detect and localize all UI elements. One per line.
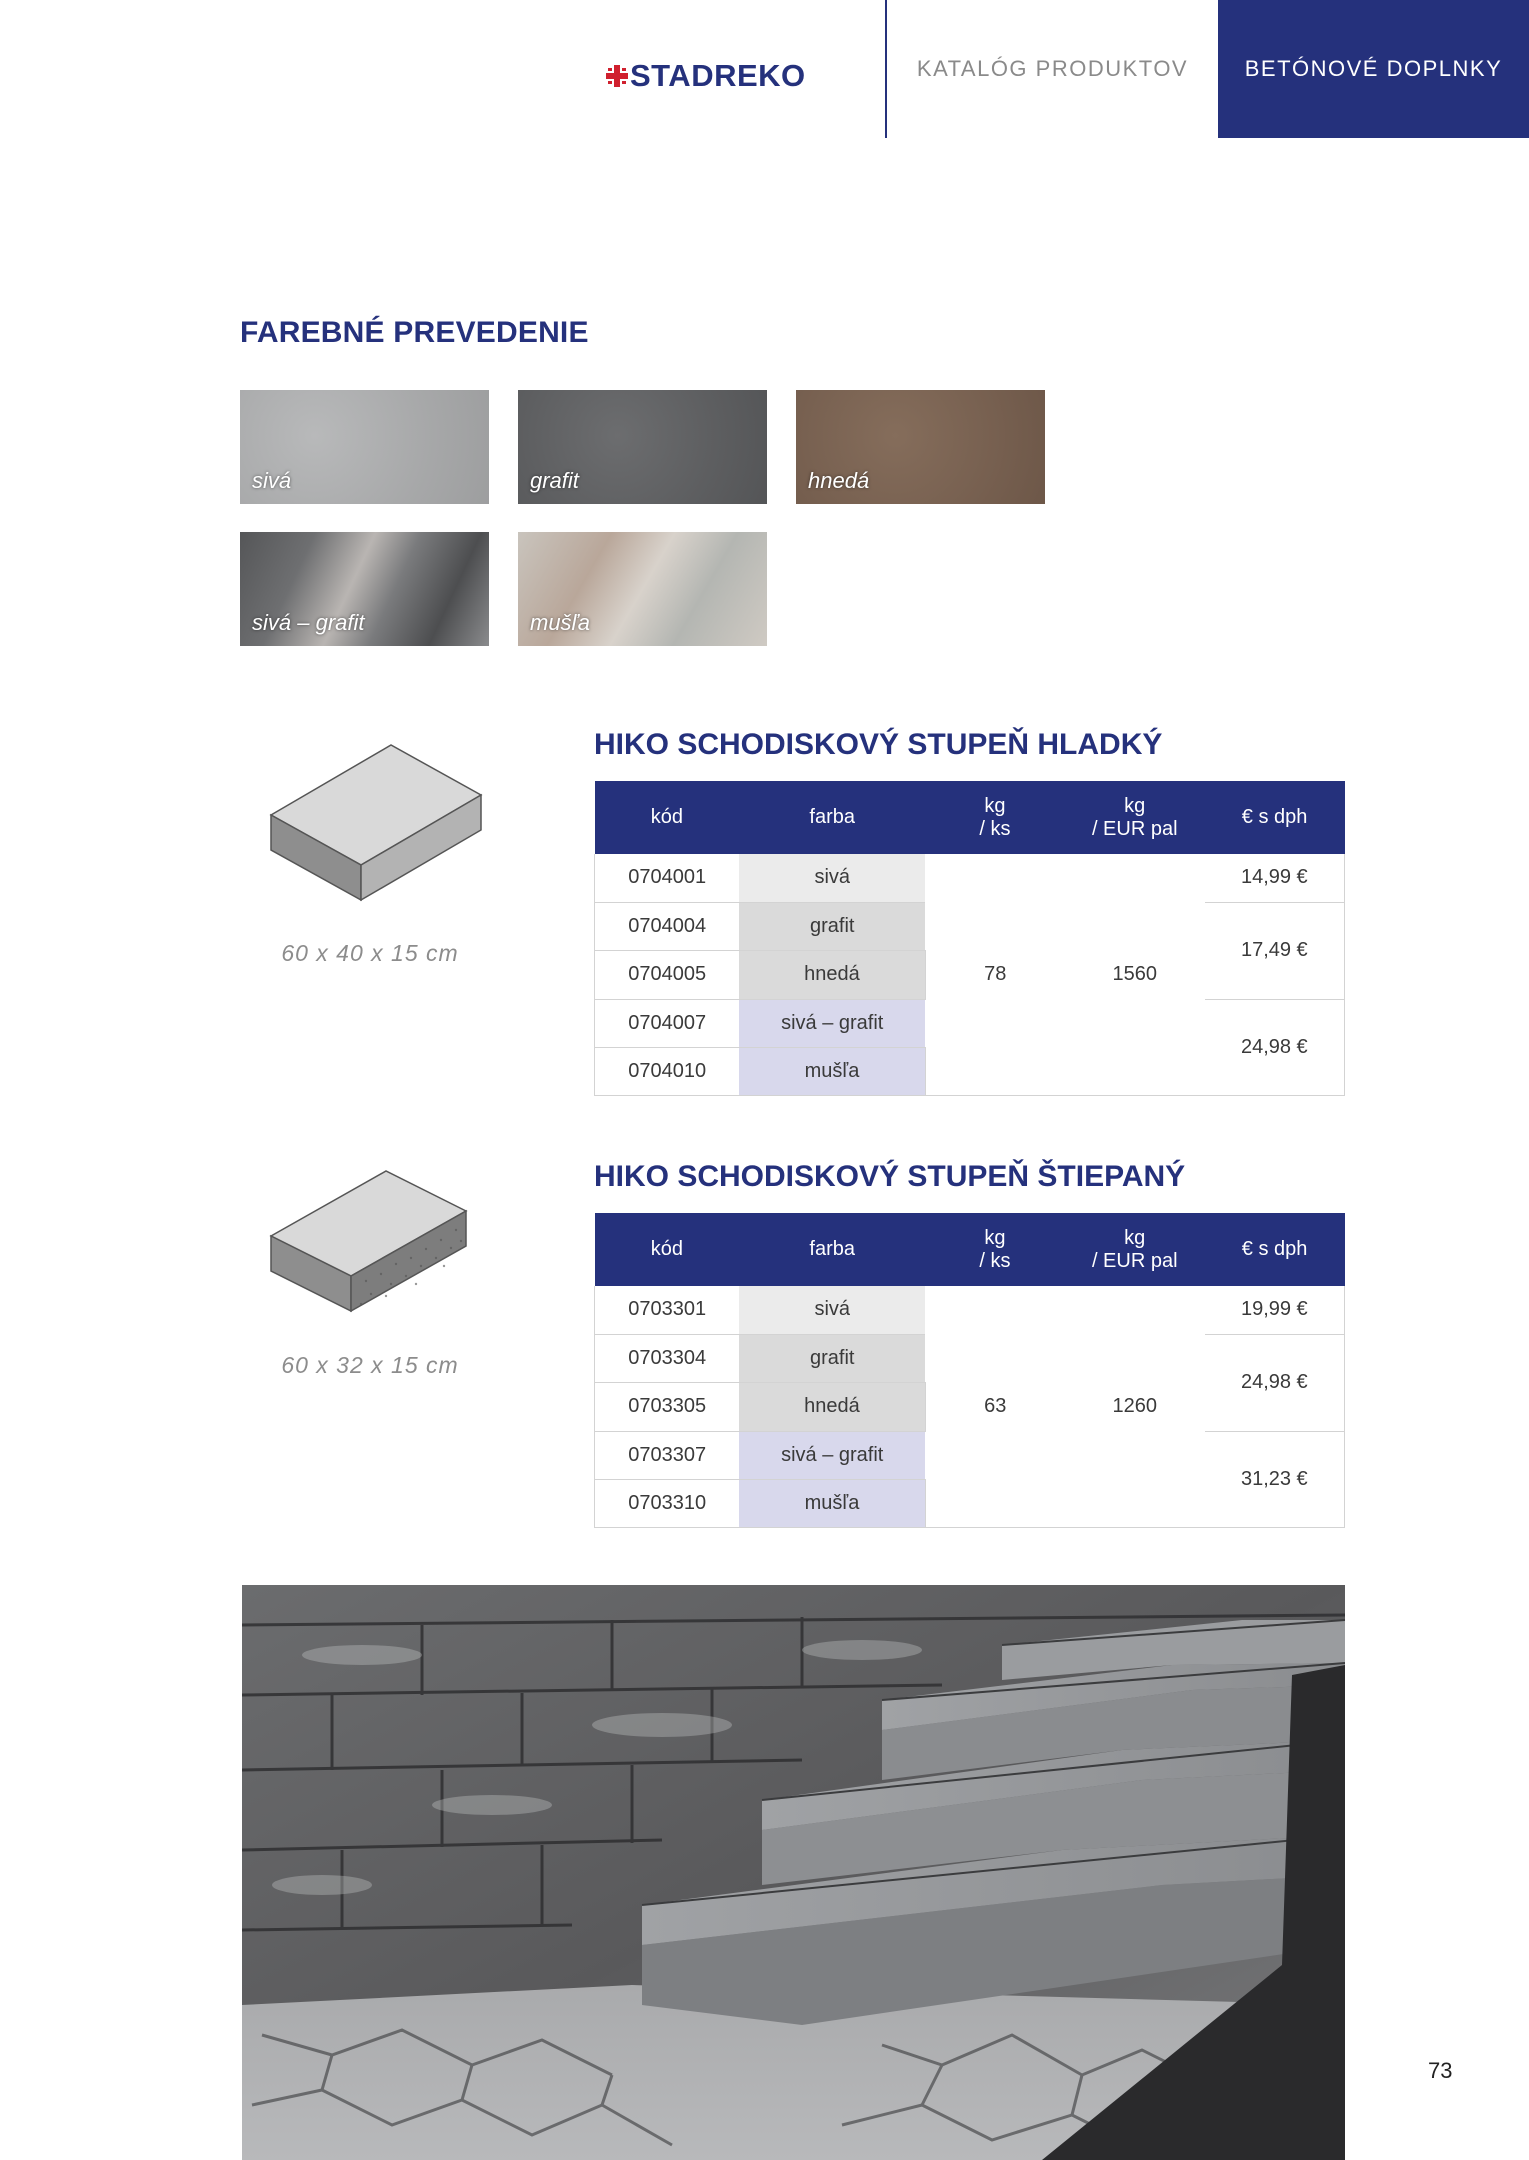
cell-color: grafit	[739, 1334, 925, 1382]
header-line: / EUR pal	[1091, 817, 1178, 840]
table-row	[595, 1286, 1345, 1334]
header-line: / ks	[979, 817, 1011, 840]
cell-color: grafit	[739, 902, 925, 950]
logo-text: STADREKO	[630, 58, 806, 93]
stadreko-logo	[606, 58, 806, 94]
cell-kg-ks: 63	[925, 1286, 1065, 1528]
cell-price: 24,98 €	[1205, 999, 1345, 1096]
swatch-label: grafit	[530, 468, 579, 493]
header-line: kg	[1124, 794, 1146, 817]
swatch-label: sivá – grafit	[252, 610, 365, 635]
cell-kg-pal: 1560	[1065, 854, 1205, 1096]
cell-color: sivá – grafit	[739, 999, 925, 1047]
col-header-price: € s dph	[1205, 1213, 1345, 1286]
cell-color: sivá	[739, 1286, 925, 1334]
cell-price: 31,23 €	[1205, 1431, 1345, 1528]
swatch-hneda	[796, 390, 1045, 504]
product-title: HIKO SCHODISKOVÝ STUPEŇ ŠTIEPANÝ	[594, 1160, 1186, 1193]
cell-color: mušľa	[739, 1048, 925, 1096]
product-table	[594, 781, 1345, 1096]
table-row	[595, 854, 1345, 902]
cell-code: 0703310	[595, 1480, 740, 1528]
cell-code: 0704001	[595, 854, 740, 902]
page-number: 73	[1428, 2058, 1453, 2083]
swatch-label: mušľa	[530, 610, 590, 635]
cell-code: 0703301	[595, 1286, 740, 1334]
cell-price: 17,49 €	[1205, 902, 1345, 999]
header-line: / EUR pal	[1091, 1249, 1178, 1272]
header-line: / ks	[979, 1249, 1011, 1272]
col-header-code: kód	[595, 781, 740, 854]
col-header-color: farba	[739, 1213, 925, 1286]
logo-cross-icon	[606, 65, 628, 87]
cell-code: 0703305	[595, 1383, 740, 1431]
catalog-label: KATALÓG PRODUKTOV	[916, 56, 1189, 81]
swatch-grafit	[518, 390, 767, 504]
smooth-step-block-illustration	[266, 740, 486, 910]
stairs-photo	[242, 1585, 1345, 2160]
col-header-color: farba	[739, 781, 925, 854]
cell-color: hnedá	[739, 951, 925, 999]
header-line: kg	[1124, 1226, 1146, 1249]
cell-kg-pal: 1260	[1065, 1286, 1205, 1528]
cell-color: hnedá	[739, 1383, 925, 1431]
swatch-label: sivá	[252, 468, 292, 493]
cell-color: mušľa	[739, 1480, 925, 1528]
cell-code: 0704004	[595, 902, 740, 950]
col-header-kg-ks	[925, 781, 1065, 854]
cell-code: 0704010	[595, 1048, 740, 1096]
cell-color: sivá	[739, 854, 925, 902]
color-variants-title: FAREBNÉ PREVEDENIE	[240, 316, 589, 349]
cell-code: 0703304	[595, 1334, 740, 1382]
col-header-kg-pal	[1065, 1213, 1205, 1286]
swatch-musla	[518, 532, 767, 646]
swatch-siva-grafit	[240, 532, 489, 646]
col-header-code: kód	[595, 1213, 740, 1286]
product-title: HIKO SCHODISKOVÝ STUPEŇ HLADKÝ	[594, 728, 1163, 761]
product-dimensions: 60 x 32 x 15 cm	[281, 1352, 459, 1378]
product-dimensions: 60 x 40 x 15 cm	[281, 940, 459, 966]
product-table	[594, 1213, 1345, 1528]
header-line: kg	[984, 1226, 1006, 1249]
cell-color: sivá – grafit	[739, 1431, 925, 1479]
col-header-kg-ks	[925, 1213, 1065, 1286]
cell-price: 14,99 €	[1205, 854, 1345, 902]
split-step-block-illustration	[266, 1166, 476, 1326]
cell-kg-ks: 78	[925, 854, 1065, 1096]
swatch-label: hnedá	[808, 468, 870, 493]
cell-price: 19,99 €	[1205, 1286, 1345, 1334]
col-header-price: € s dph	[1205, 781, 1345, 854]
cell-code: 0704005	[595, 951, 740, 999]
swatch-siva	[240, 390, 489, 504]
col-header-kg-pal	[1065, 781, 1205, 854]
header-line: kg	[984, 794, 1006, 817]
cell-code: 0703307	[595, 1431, 740, 1479]
cell-price: 24,98 €	[1205, 1334, 1345, 1431]
section-tab: BETÓNOVÉ DOPLNKY	[1218, 0, 1529, 138]
cell-code: 0704007	[595, 999, 740, 1047]
